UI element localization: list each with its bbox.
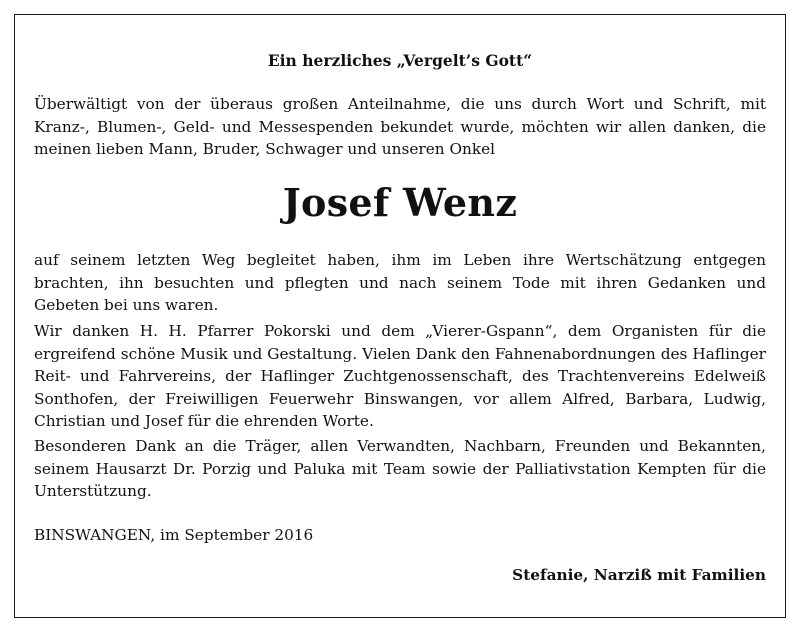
special-thanks-paragraph: Besonderen Dank an die Träger, allen Verwandten, Nachbarn, Freunden und Bekannten, seinem Hausarzt Dr. Porzig und Paluka mit Team sowie der Palliativstation Kempten für die Unterstützung. xyxy=(34,437,766,500)
acknowledgements-paragraph: Wir danken H. H. Pfarrer Pokorski und dem „Vierer-Gspann“, dem Organisten für die ergreifend schöne Musik und Gestaltung. Vielen Dank den Fahnenabordnungen des Haflinger Reit- und Fahrvereins, der Haflinger Zuchtgenossenschaft, des Trachtenvereins Edelweiß Sonthofen, der Freiwilligen Feuerwehr Binswangen, vor allem Alfred, Barbara, Ludwig, Christian und Josef für die ehrenden Worte. xyxy=(34,322,766,430)
signature: Stefanie, Narziß mit Familien xyxy=(512,566,766,584)
place-and-date: BINSWANGEN, im September 2016 xyxy=(34,526,314,544)
notice-heading: Ein herzliches „Vergelt’s Gott“ xyxy=(267,51,533,70)
thanks-paragraph: auf seinem letzten Weg begleitet haben, ihm im Leben ihre Wertschätzung entgegen brachten, ihn besuchten und pflegten und nach seinem Tode mit ihren Gedanken und Gebeten bei uns waren. xyxy=(34,251,766,314)
deceased-name: Josef Wenz xyxy=(282,180,518,225)
intro-paragraph: Überwältigt von der überaus großen Anteilnahme, die uns durch Wort und Schrift, mit Kranz-, Blumen-, Geld- und Messespenden bekundet wurde, möchten wir allen danken, die meinen lieben Mann, Bruder, Schwager und unseren Onkel xyxy=(34,95,766,158)
